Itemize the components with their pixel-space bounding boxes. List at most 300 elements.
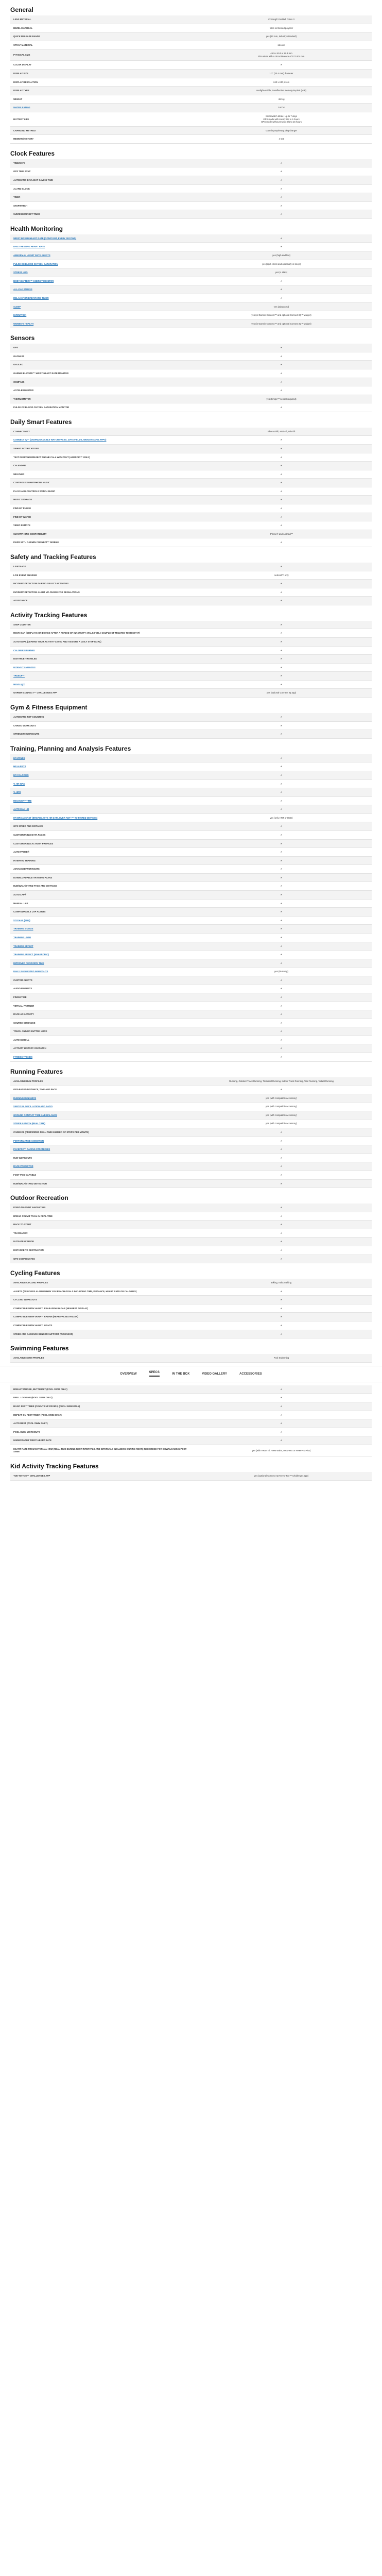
- checkmark-icon: ✔: [191, 159, 372, 167]
- spec-label[interactable]: STRESS LOG: [10, 268, 191, 277]
- checkmark-icon: ✔: [191, 479, 372, 487]
- spec-row: [10, 865, 372, 874]
- checkmark-icon: ✔: [191, 234, 372, 243]
- spec-label[interactable]: HR BROADCAST (BROADCASTS HR DATA OVER ANT+™ TO PAIRED DEVICES): [10, 814, 191, 822]
- checkmark-icon: ✔: [191, 942, 372, 951]
- spec-row: [10, 251, 372, 260]
- spec-row: [10, 951, 372, 959]
- checkmark-icon: ✔: [191, 680, 372, 689]
- spec-value: Smartwatch Mode: Up to 7 days GPS mode with music: Up to 6 hours GPS mode without music: Up to 16 hours: [191, 112, 372, 126]
- spec-label[interactable]: RACE PREDICTOR: [10, 1162, 191, 1171]
- spec-table: [10, 713, 372, 739]
- checkmark-icon: ✔: [191, 352, 372, 361]
- spec-label: FIND MY PHONE: [10, 504, 191, 513]
- checkmark-icon: ✔: [191, 597, 372, 605]
- spec-table: [10, 563, 372, 605]
- spec-row: [10, 730, 372, 739]
- spec-label: INTERVAL TRAINING: [10, 856, 191, 865]
- spec-label[interactable]: DAILY SUGGESTED WORKOUTS: [10, 968, 191, 976]
- spec-table: [10, 234, 372, 328]
- spec-row: [10, 167, 372, 176]
- spec-value: 1.2" (30.4 mm) diameter: [191, 70, 372, 78]
- spec-label[interactable]: HR ALERTS: [10, 762, 191, 771]
- section-title: Outdoor Recreation: [10, 1194, 68, 1202]
- spec-row: [10, 1002, 372, 1010]
- spec-label: SPEED AND CADENCE SENSOR SUPPORT (W/SENSOR): [10, 1330, 191, 1338]
- spec-row: [10, 61, 372, 70]
- spec-row: [10, 104, 372, 112]
- spec-label: AUTO LAP®: [10, 891, 191, 900]
- spec-row: [10, 1330, 372, 1338]
- spec-row: [10, 882, 372, 891]
- checkmark-icon: ✔: [191, 1394, 372, 1402]
- checkmark-icon: ✔: [191, 1137, 372, 1145]
- spec-row: [10, 925, 372, 934]
- checkmark-icon: ✔: [191, 176, 372, 184]
- spec-label: RUN WORKOUTS: [10, 1154, 191, 1162]
- spec-label: ACCELEROMETER: [10, 386, 191, 395]
- checkmark-icon: ✔: [191, 436, 372, 445]
- spec-value: yes (in Garmin Connect™ and optional Connect IQ™ widget): [191, 311, 372, 320]
- spec-row: [10, 1120, 372, 1128]
- spec-label[interactable]: WOMEN'S HEALTH: [10, 319, 191, 328]
- spec-label[interactable]: VO2 MAX (RUN): [10, 916, 191, 925]
- spec-row: [10, 1154, 372, 1162]
- spec-label: GPS: [10, 344, 191, 352]
- section-title: Daily Smart Features: [10, 418, 72, 426]
- checkmark-icon: ✔: [191, 243, 372, 251]
- spec-row: [10, 1221, 372, 1229]
- checkmark-icon: ✔: [191, 839, 372, 848]
- checkmark-icon: ✔: [191, 882, 372, 891]
- spec-label: TEXT RESPONSE/REJECT PHONE CALL WITH TEXT (ANDROID™ ONLY): [10, 453, 191, 462]
- spec-value: 49.5 g: [191, 95, 372, 104]
- spec-label[interactable]: SLEEP: [10, 302, 191, 311]
- spec-label: CONTROLS SMARTPHONE MUSIC: [10, 479, 191, 487]
- checkmark-icon: ✔: [191, 831, 372, 839]
- spec-label[interactable]: BODY BATTERY™ ENERGY MONITOR: [10, 277, 191, 285]
- checkmark-icon: ✔: [191, 959, 372, 968]
- spec-row: [10, 1111, 372, 1120]
- spec-row: [10, 1171, 372, 1179]
- checkmark-icon: ✔: [191, 61, 372, 70]
- checkmark-icon: ✔: [191, 513, 372, 521]
- checkmark-icon: ✔: [191, 470, 372, 479]
- spec-label: PLAYS AND CONTROLS WATCH MUSIC: [10, 487, 191, 496]
- checkmark-icon: ✔: [191, 1019, 372, 1027]
- spec-row: [10, 571, 372, 580]
- spec-value: 240 x 240 pixels: [191, 78, 372, 87]
- spec-row: [10, 1279, 372, 1287]
- spec-label: BATTERY LIFE: [10, 112, 191, 126]
- spec-label: FIND MY WATCH: [10, 513, 191, 521]
- checkmark-icon: ✔: [191, 1221, 372, 1229]
- spec-label[interactable]: STRIDE LENGTH (REAL TIME): [10, 1120, 191, 1128]
- spec-label: TOUCH AND/OR BUTTON LOCK: [10, 1027, 191, 1036]
- spec-row: [10, 1354, 372, 1362]
- spec-table: [10, 1077, 372, 1189]
- spec-label[interactable]: WRIST-BASED HEART RATE (CONSTANT, EVERY SECOND): [10, 234, 191, 243]
- tab-overview[interactable]: OVERVIEW: [120, 1372, 137, 1376]
- spec-row: [10, 479, 372, 487]
- spec-row: [10, 210, 372, 219]
- spec-row: [10, 135, 372, 144]
- spec-label[interactable]: HR CALORIES: [10, 771, 191, 779]
- spec-row: [10, 899, 372, 908]
- spec-label[interactable]: ABNORMAL HEART RATE ALERTS: [10, 251, 191, 260]
- checkmark-icon: ✔: [191, 1229, 372, 1238]
- checkmark-icon: ✔: [191, 277, 372, 285]
- spec-row: [10, 721, 372, 730]
- spec-row: [10, 521, 372, 530]
- spec-table: [10, 1354, 372, 1363]
- spec-label[interactable]: TRUEUP™: [10, 672, 191, 681]
- checkmark-icon: ✔: [191, 621, 372, 629]
- spec-label: POINT-TO-POINT NAVIGATION: [10, 1204, 191, 1212]
- spec-row: [10, 504, 372, 513]
- checkmark-icon: ✔: [191, 1330, 372, 1338]
- spec-row: [10, 1411, 372, 1419]
- checkmark-icon: ✔: [191, 713, 372, 721]
- spec-row: [10, 1313, 372, 1321]
- spec-label: COMPATIBLE WITH VARIA™ RADAR (REAR-FACING RADAR): [10, 1313, 191, 1321]
- spec-row: [10, 959, 372, 968]
- spec-row: [10, 1212, 372, 1221]
- checkmark-icon: ✔: [191, 1145, 372, 1154]
- spec-label: PAIRS WITH GARMIN CONNECT™ MOBILE: [10, 538, 191, 547]
- spec-row: [10, 24, 372, 32]
- spec-label: AVAILABLE RUN PROFILES: [10, 1077, 191, 1086]
- checkmark-icon: ✔: [191, 754, 372, 762]
- spec-label[interactable]: TRAINING LOAD: [10, 933, 191, 942]
- spec-label: TRACBACK®: [10, 1229, 191, 1238]
- spec-label: VIRB® REMOTE: [10, 521, 191, 530]
- spec-row: [10, 942, 372, 951]
- spec-row: [10, 1246, 372, 1255]
- spec-label[interactable]: PACEPRO™ PACING STRATEGIES: [10, 1145, 191, 1154]
- spec-row: [10, 470, 372, 479]
- spec-row: [10, 1086, 372, 1094]
- spec-value: sunlight-visible, transflective memory-in-pixel (MIP): [191, 87, 372, 95]
- spec-value: yes (with HRM-Tri, HRM-Swim, HRM-Pro or HRM-Pro Plus): [191, 1445, 372, 1456]
- spec-label: AUTO GOAL (LEARNS YOUR ACTIVITY LEVEL AND ASSIGNS A DAILY STEP GOAL): [10, 638, 191, 647]
- spec-label[interactable]: CALORIES BURNED: [10, 646, 191, 655]
- checkmark-icon: ✔: [191, 1002, 372, 1010]
- spec-label: FOOT POD CAPABLE: [10, 1171, 191, 1179]
- checkmark-icon: ✔: [191, 445, 372, 453]
- spec-row: [10, 1027, 372, 1036]
- spec-label[interactable]: HR ZONES: [10, 754, 191, 762]
- spec-label: CHARGING METHOD: [10, 126, 191, 135]
- checkmark-icon: ✔: [191, 1128, 372, 1137]
- spec-label: AUDIO PROMPTS: [10, 985, 191, 993]
- spec-row: [10, 646, 372, 655]
- spec-label: DOWNLOADABLE TRAINING PLANS: [10, 873, 191, 882]
- spec-table: [10, 1204, 372, 1263]
- spec-label: HEART RATE FROM EXTERNAL HRM (REAL-TIME DURING REST INTERVALS AND INTERVALS INCLUDING DURING REST); RECORDED FOR DOWNLOADING POST-SWIM: [10, 1445, 191, 1456]
- spec-row: [10, 788, 372, 797]
- checkmark-icon: ✔: [191, 796, 372, 805]
- spec-label[interactable]: RUNNING DYNAMICS: [10, 1094, 191, 1103]
- spec-label[interactable]: ALL-DAY STRESS: [10, 285, 191, 294]
- checkmark-icon: ✔: [191, 1027, 372, 1036]
- spec-row: [10, 663, 372, 672]
- section-title: Cycling Features: [10, 1269, 60, 1277]
- checkmark-icon: ✔: [191, 993, 372, 1002]
- spec-row: [10, 462, 372, 470]
- spec-row: [10, 87, 372, 95]
- checkmark-icon: ✔: [191, 1304, 372, 1313]
- spec-row: [10, 779, 372, 788]
- spec-row: [10, 234, 372, 243]
- checkmark-icon: ✔: [191, 730, 372, 739]
- checkmark-icon: ✔: [191, 865, 372, 874]
- spec-value: yes (advanced): [191, 302, 372, 311]
- spec-label[interactable]: PULSE OX BLOOD OXYGEN SATURATION: [10, 260, 191, 268]
- checkmark-icon: ✔: [191, 563, 372, 571]
- spec-row: [10, 294, 372, 302]
- spec-label: BEZEL MATERIAL: [10, 24, 191, 32]
- section-title: Training, Planning and Analysis Features: [10, 744, 131, 752]
- spec-row: [10, 1445, 372, 1456]
- spec-value: 4 GB: [191, 135, 372, 144]
- tab-in-the-box[interactable]: IN THE BOX: [171, 1372, 190, 1376]
- spec-label[interactable]: RECOVERY TIME: [10, 796, 191, 805]
- spec-label: AVAILABLE SWIM PROFILES: [10, 1354, 191, 1362]
- spec-row: [10, 976, 372, 985]
- checkmark-icon: ✔: [191, 1436, 372, 1445]
- spec-label[interactable]: INTENSITY MINUTES: [10, 663, 191, 672]
- spec-row: [10, 629, 372, 638]
- spec-label: ACTIVITY HISTORY ON WATCH: [10, 1044, 191, 1053]
- checkmark-icon: ✔: [191, 588, 372, 597]
- product-tab-bar: [0, 1366, 382, 1382]
- spec-value: Garmin proprietary plug charger: [191, 126, 372, 135]
- spec-label[interactable]: TRAINING EFFECT: [10, 942, 191, 951]
- checkmark-icon: ✔: [191, 1411, 372, 1419]
- spec-row: [10, 311, 372, 320]
- spec-value: yes (with compatible accessory): [191, 1103, 372, 1111]
- spec-table: [10, 344, 372, 412]
- spec-row: [10, 1145, 372, 1154]
- spec-label: ALARM CLOCK: [10, 184, 191, 193]
- checkmark-icon: ✔: [191, 985, 372, 993]
- spec-table: [10, 1385, 372, 1456]
- spec-label: BASIC REST TIMER (COUNTS UP FROM 0) (POOL SWIM ONLY): [10, 1402, 191, 1411]
- checkmark-icon: ✔: [191, 856, 372, 865]
- spec-row: [10, 1179, 372, 1188]
- spec-label[interactable]: % HRR: [10, 788, 191, 797]
- spec-value: yes (with compatible accessory): [191, 1094, 372, 1103]
- spec-table: [10, 1279, 372, 1338]
- spec-row: [10, 1287, 372, 1296]
- spec-table: [10, 15, 372, 144]
- spec-row: [10, 49, 372, 61]
- spec-label[interactable]: TRAINING EFFECT (ANAEROBIC): [10, 951, 191, 959]
- spec-label[interactable]: CONNECT IQ™ (DOWNLOADABLE WATCH FACES, DATA FIELDS, WIDGETS AND APPS): [10, 436, 191, 445]
- tab-specs[interactable]: SPECS: [149, 1371, 160, 1377]
- spec-label: CUSTOMIZABLE DATA PAGES: [10, 831, 191, 839]
- spec-row: [10, 184, 372, 193]
- checkmark-icon: ✔: [191, 1212, 372, 1221]
- checkmark-icon: ✔: [191, 1428, 372, 1436]
- spec-label: COMPASS: [10, 378, 191, 386]
- spec-row: [10, 453, 372, 462]
- spec-value: yes (with compatible accessory): [191, 1120, 372, 1128]
- spec-label[interactable]: RELAXATION BREATHING TIMER: [10, 294, 191, 302]
- spec-value: yes (only HRT or OCE): [191, 814, 372, 822]
- spec-row: [10, 70, 372, 78]
- checkmark-icon: ✔: [191, 1036, 372, 1044]
- checkmark-icon: ✔: [191, 899, 372, 908]
- spec-label: QUICK RELEASE BANDS: [10, 32, 191, 41]
- spec-label: AUTO REST (POOL SWIM ONLY): [10, 1419, 191, 1428]
- checkmark-icon: ✔: [191, 1053, 372, 1062]
- spec-label[interactable]: PERFORMANCE CONDITION: [10, 1137, 191, 1145]
- spec-value: yes (optional Connect IQ app): [191, 689, 372, 698]
- spec-label: GPS SPEED AND DISTANCE: [10, 822, 191, 831]
- spec-label[interactable]: GROUND CONTACT TIME AND BALANCE: [10, 1111, 191, 1120]
- spec-value: yes (tempe™ sensor required): [191, 395, 372, 403]
- spec-value: yes (with compatible accessory): [191, 1111, 372, 1120]
- checkmark-icon: ✔: [191, 538, 372, 547]
- spec-row: [10, 386, 372, 395]
- checkmark-icon: ✔: [191, 580, 372, 588]
- spec-label: POOL SWIM WORKOUTS: [10, 1428, 191, 1436]
- spec-row: [10, 445, 372, 453]
- spec-label: COURSE GUIDANCE: [10, 1019, 191, 1027]
- spec-row: [10, 563, 372, 571]
- section-title: Kid Activity Tracking Features: [10, 1462, 99, 1470]
- spec-label[interactable]: FITNESS TRENDS: [10, 1053, 191, 1062]
- spec-label: GALILEO: [10, 361, 191, 369]
- spec-row: [10, 839, 372, 848]
- spec-row: [10, 916, 372, 925]
- spec-row: [10, 436, 372, 445]
- checkmark-icon: ✔: [191, 1179, 372, 1188]
- checkmark-icon: ✔: [191, 1287, 372, 1296]
- checkmark-icon: ✔: [191, 762, 372, 771]
- section-title: Health Monitoring: [10, 225, 63, 232]
- spec-label[interactable]: VERTICAL OSCILLATION AND RATIO: [10, 1103, 191, 1111]
- spec-row: [10, 243, 372, 251]
- section-title: Activity Tracking Features: [10, 611, 88, 619]
- spec-row: [10, 754, 372, 762]
- section-title: Sensors: [10, 334, 35, 342]
- spec-row: [10, 680, 372, 689]
- checkmark-icon: ✔: [191, 663, 372, 672]
- spec-value: Android™ only: [191, 571, 372, 580]
- spec-row: [10, 496, 372, 504]
- spec-row: [10, 201, 372, 210]
- spec-label[interactable]: % HR MAX: [10, 779, 191, 788]
- spec-value: Corning® Gorilla® Glass 3: [191, 15, 372, 24]
- spec-label: PHYSICAL SIZE: [10, 49, 191, 61]
- checkmark-icon: ✔: [191, 916, 372, 925]
- spec-label[interactable]: IMPROVED RECOVERY TIME: [10, 959, 191, 968]
- spec-label: CALENDAR: [10, 462, 191, 470]
- spec-row: [10, 771, 372, 779]
- checkmark-icon: ✔: [191, 771, 372, 779]
- spec-row: [10, 1204, 372, 1212]
- spec-row: [10, 1010, 372, 1019]
- checkmark-icon: ✔: [191, 369, 372, 378]
- checkmark-icon: ✔: [191, 1385, 372, 1394]
- spec-row: [10, 1296, 372, 1304]
- spec-row: [10, 1385, 372, 1394]
- spec-label[interactable]: MOVE IQ™: [10, 680, 191, 689]
- spec-label[interactable]: TRAINING STATUS: [10, 925, 191, 934]
- spec-value: Biking, Indoor Biking: [191, 1279, 372, 1287]
- checkmark-icon: ✔: [191, 521, 372, 530]
- spec-label: BACK TO START: [10, 1221, 191, 1229]
- spec-label: CONNECTIVITY: [10, 428, 191, 436]
- spec-label[interactable]: AUTO MAX HR: [10, 805, 191, 814]
- spec-label: BREASTSTROKE, BUTTERFLY (POOL SWIM ONLY): [10, 1385, 191, 1394]
- checkmark-icon: ✔: [191, 788, 372, 797]
- checkmark-icon: ✔: [191, 629, 372, 638]
- spec-value: Pool Swimming: [191, 1354, 372, 1362]
- spec-label: DISPLAY TYPE: [10, 87, 191, 95]
- checkmark-icon: ✔: [191, 721, 372, 730]
- spec-table: [10, 159, 372, 219]
- spec-label[interactable]: HYDRATION: [10, 311, 191, 320]
- spec-row: [10, 891, 372, 900]
- spec-label: ASSISTANCE: [10, 597, 191, 605]
- checkmark-icon: ✔: [191, 848, 372, 857]
- spec-row: [10, 193, 372, 202]
- spec-label: AUTO PAUSE®: [10, 848, 191, 857]
- spec-row: [10, 1053, 372, 1062]
- spec-label: WEATHER: [10, 470, 191, 479]
- checkmark-icon: ✔: [191, 504, 372, 513]
- spec-label: CUSTOM ALERTS: [10, 976, 191, 985]
- spec-row: [10, 369, 372, 378]
- spec-label: SMARTPHONE COMPATIBILITY: [10, 530, 191, 538]
- section-title: Safety and Tracking Features: [10, 553, 96, 561]
- spec-label[interactable]: DAILY RESTING HEART RATE: [10, 243, 191, 251]
- tab-accessories[interactable]: ACCESSORIES: [239, 1372, 262, 1376]
- checkmark-icon: ✔: [191, 1154, 372, 1162]
- spec-value: iPhone® and Android™: [191, 530, 372, 538]
- spec-label: SMART NOTIFICATIONS: [10, 445, 191, 453]
- spec-label: GARMIN ELEVATE™ WRIST HEART RATE MONITOR: [10, 369, 191, 378]
- spec-value: fiber-reinforced polymer: [191, 24, 372, 32]
- checkmark-icon: ✔: [191, 361, 372, 369]
- spec-label: CONFIGURABLE LAP ALERTS: [10, 908, 191, 917]
- spec-label: DRILL LOGGING (POOL SWIM ONLY): [10, 1394, 191, 1402]
- checkmark-icon: ✔: [191, 378, 372, 386]
- checkmark-icon: ✔: [191, 453, 372, 462]
- spec-row: [10, 655, 372, 664]
- spec-label: UNDERWATER WRIST HEART RATE: [10, 1436, 191, 1445]
- checkmark-icon: ✔: [191, 891, 372, 900]
- checkmark-icon: ✔: [191, 1238, 372, 1246]
- spec-row: [10, 1094, 372, 1103]
- spec-row: [10, 762, 372, 771]
- spec-row: [10, 1419, 372, 1428]
- tab-video-gallery[interactable]: VIDEO GALLERY: [202, 1372, 228, 1376]
- spec-row: [10, 344, 372, 352]
- spec-label: STOPWATCH: [10, 201, 191, 210]
- spec-label: MANUAL LAP: [10, 899, 191, 908]
- checkmark-icon: ✔: [191, 1321, 372, 1330]
- spec-row: [10, 805, 372, 814]
- checkmark-icon: ✔: [191, 805, 372, 814]
- checkmark-icon: ✔: [191, 1086, 372, 1094]
- spec-label[interactable]: WATER RATING: [10, 104, 191, 112]
- spec-label: BREAD CRUMB TRAIL IN REAL TIME: [10, 1212, 191, 1221]
